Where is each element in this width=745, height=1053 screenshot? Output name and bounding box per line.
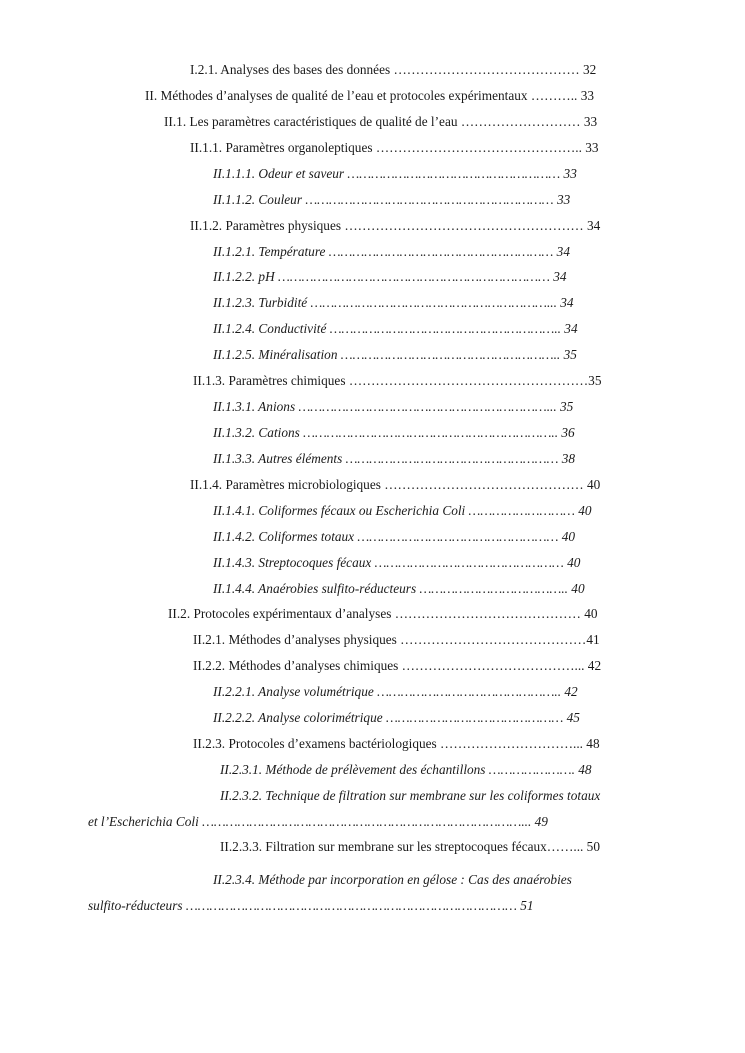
toc-entry-ii-1-2-4: II.1.2.4. Conductivité ………………………………………………….. 34 [213,321,578,336]
toc-entry-ii-2-2: II.2.2. Méthodes d’analyses chimiques …………………………………... 42 [193,658,602,673]
toc-entry-ii-1-4-2: II.1.4.2. Coliformes totaux …………………………………………… 40 [213,529,576,544]
toc-entry-ii-1: II.1. Les paramètres caractéristiques de qualité de l’eau ……………………… 33 [164,114,598,129]
toc-entry-ii: II. Méthodes d’analyses de qualité de l’eau et protocoles expérimentaux ……….. 33 [145,88,594,103]
toc-entry-ii-1-2-3: II.1.2.3. Turbidité ……………………………………………………... 34 [213,295,574,310]
toc-entry-ii-1-2: II.1.2. Paramètres physiques ……………………………………………… 34 [190,218,601,233]
toc-entry-ii-2: II.2. Protocoles expérimentaux d’analyses …………………………………… 40 [168,606,598,621]
toc-entry-ii-2-3-2-continued: et l’Escherichia Coli ………………………………………………………………………... 49 [88,814,548,829]
toc-entry-ii-2-3-2: II.2.3.2. Technique de filtration sur membrane sur les coliformes totaux [220,788,601,803]
toc-entry-ii-1-2-5: II.1.2.5. Minéralisation ……………………………………………….. 35 [213,347,577,362]
toc-entry-ii-2-2-2: II.2.2.2. Analyse colorimétrique ……………………………………… 45 [213,710,580,725]
toc-entry-ii-1-4-4: II.1.4.4. Anaérobies sulfito-réducteurs ……………………………….. 40 [213,581,585,596]
toc-entry-ii-1-3-1: II.1.3.1. Anions ………………………………………………………... 35 [213,399,574,414]
toc-entry-ii-2-3-4: II.2.3.4. Méthode par incorporation en gélose : Cas des anaérobies [213,872,572,887]
toc-entry-ii-1-1-1: II.1.1.1. Odeur et saveur ……………………………………………… 33 [213,166,577,181]
toc-entry-ii-1-3-3: II.1.3.3. Autres éléments ……………………………………………… 38 [213,451,576,466]
toc-entry-ii-2-3-3: II.2.3.3. Filtration sur membrane sur les streptocoques fécaux……... 50 [220,839,600,854]
toc-entry-ii-1-2-2: II.1.2.2. pH …………………………………………………………… 34 [213,269,567,284]
toc-entry-ii-2-3: II.2.3. Protocoles d’examens bactériologiques …………………………... 48 [193,736,600,751]
toc-entry-ii-1-4-1: II.1.4.1. Coliformes fécaux ou Escherichia Coli ……………………… 40 [213,503,592,518]
toc-entry-ii-1-2-1: II.1.2.1. Température ………………………………………………… 34 [213,244,570,259]
toc-entry-ii-2-3-4-continued: sulfito-réducteurs ………………………………………………………………………… 51 [88,898,534,913]
toc-entry-ii-2-3-1: II.2.3.1. Méthode de prélèvement des échantillons …………………. 48 [220,762,592,777]
toc-entry-ii-1-1: II.1.1. Paramètres organoleptiques ……………………………………….. 33 [190,140,599,155]
toc-entry-ii-2-2-1: II.2.2.1. Analyse volumétrique ……………………………………….. 42 [213,684,578,699]
toc-entry-i-2-1: I.2.1. Analyses des bases des données …………………………………… 32 [190,62,597,77]
toc-entry-ii-2-1: II.2.1. Méthodes d’analyses physiques ……………………………………41 [193,632,600,647]
toc-entry-ii-1-4-3: II.1.4.3. Streptocoques fécaux ………………………………………… 40 [213,555,581,570]
toc-entry-ii-1-1-2: II.1.1.2. Couleur ……………………………………………………… 33 [213,192,571,207]
toc-entry-ii-1-3-2: II.1.3.2. Cations ……………………………………………………….. 36 [213,425,575,440]
toc-entry-ii-1-4: II.1.4. Paramètres microbiologiques ……………………………………… 40 [190,477,601,492]
toc-entry-ii-1-3: II.1.3. Paramètres chimiques ………………………………………………35 [193,373,602,388]
